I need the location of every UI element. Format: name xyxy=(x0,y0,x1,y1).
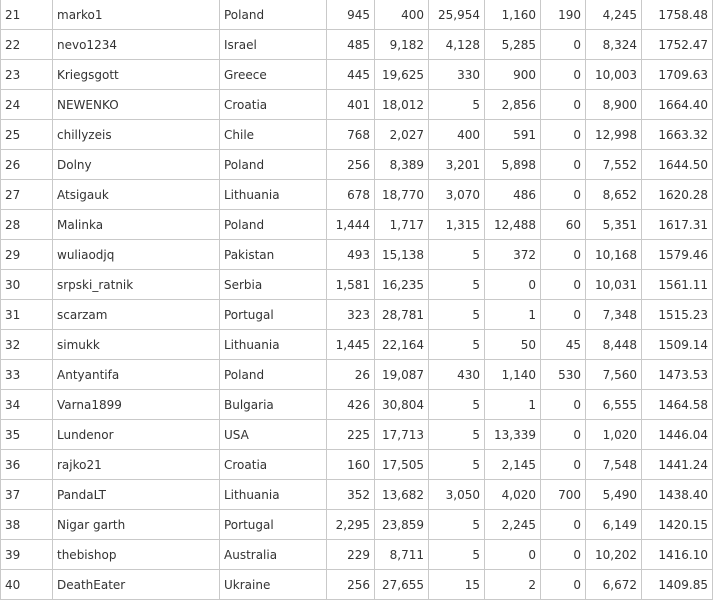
stat-cell-1: 26 xyxy=(327,360,375,390)
rank-cell: 27 xyxy=(1,180,53,210)
score-cell: 1441.24 xyxy=(642,450,713,480)
country-cell: Poland xyxy=(220,150,327,180)
score-cell: 1515.23 xyxy=(642,300,713,330)
stat-cell-5: 0 xyxy=(541,510,586,540)
score-cell: 1464.58 xyxy=(642,390,713,420)
table-row xyxy=(1,240,713,270)
country-cell: Israel xyxy=(220,30,327,60)
stat-cell-3: 25,954 xyxy=(429,0,485,30)
stat-cell-5: 0 xyxy=(541,390,586,420)
stat-cell-2: 17,505 xyxy=(375,450,429,480)
stat-cell-2: 27,655 xyxy=(375,570,429,600)
country-cell: Lithuania xyxy=(220,330,327,360)
stat-cell-1: 1,445 xyxy=(327,330,375,360)
table-row xyxy=(1,450,713,480)
player-name: Dolny xyxy=(53,150,220,180)
stat-cell-6: 8,324 xyxy=(586,30,642,60)
stat-cell-5: 700 xyxy=(541,480,586,510)
stat-cell-1: 160 xyxy=(327,450,375,480)
player-name: Antyantifa xyxy=(53,360,220,390)
stat-cell-1: 426 xyxy=(327,390,375,420)
stat-cell-5: 0 xyxy=(541,120,586,150)
table-row xyxy=(1,420,713,450)
player-name: Atsigauk xyxy=(53,180,220,210)
stat-cell-3: 5 xyxy=(429,420,485,450)
stat-cell-1: 229 xyxy=(327,540,375,570)
stat-cell-6: 8,448 xyxy=(586,330,642,360)
rank-cell: 40 xyxy=(1,570,53,600)
score-cell: 1561.11 xyxy=(642,270,713,300)
table-row xyxy=(1,210,713,240)
stat-cell-3: 5 xyxy=(429,90,485,120)
stat-cell-1: 401 xyxy=(327,90,375,120)
stat-cell-2: 19,087 xyxy=(375,360,429,390)
rank-cell: 36 xyxy=(1,450,53,480)
stat-cell-3: 3,201 xyxy=(429,150,485,180)
stat-cell-5: 530 xyxy=(541,360,586,390)
stat-cell-2: 15,138 xyxy=(375,240,429,270)
country-cell: Poland xyxy=(220,360,327,390)
stat-cell-3: 5 xyxy=(429,330,485,360)
stat-cell-6: 5,490 xyxy=(586,480,642,510)
stat-cell-2: 22,164 xyxy=(375,330,429,360)
stat-cell-3: 4,128 xyxy=(429,30,485,60)
stat-cell-5: 0 xyxy=(541,150,586,180)
stat-cell-2: 8,389 xyxy=(375,150,429,180)
stat-cell-5: 0 xyxy=(541,60,586,90)
stat-cell-5: 0 xyxy=(541,540,586,570)
stat-cell-5: 0 xyxy=(541,270,586,300)
stat-cell-6: 8,900 xyxy=(586,90,642,120)
score-cell: 1758.48 xyxy=(642,0,713,30)
table-row xyxy=(1,300,713,330)
table-row xyxy=(1,120,713,150)
stat-cell-6: 5,351 xyxy=(586,210,642,240)
score-cell: 1663.32 xyxy=(642,120,713,150)
rank-cell: 25 xyxy=(1,120,53,150)
stat-cell-6: 7,348 xyxy=(586,300,642,330)
rank-cell: 37 xyxy=(1,480,53,510)
stat-cell-6: 10,202 xyxy=(586,540,642,570)
stat-cell-3: 5 xyxy=(429,540,485,570)
table-row xyxy=(1,540,713,570)
stat-cell-6: 12,998 xyxy=(586,120,642,150)
player-name: Varna1899 xyxy=(53,390,220,420)
country-cell: Bulgaria xyxy=(220,390,327,420)
stat-cell-1: 256 xyxy=(327,570,375,600)
player-name: Nigar garth xyxy=(53,510,220,540)
player-name: PandaLT xyxy=(53,480,220,510)
stat-cell-4: 4,020 xyxy=(485,480,541,510)
country-cell: Serbia xyxy=(220,270,327,300)
stat-cell-6: 10,003 xyxy=(586,60,642,90)
rank-cell: 23 xyxy=(1,60,53,90)
rank-cell: 30 xyxy=(1,270,53,300)
rank-cell: 39 xyxy=(1,540,53,570)
stat-cell-4: 1 xyxy=(485,390,541,420)
table-row xyxy=(1,480,713,510)
stat-cell-1: 2,295 xyxy=(327,510,375,540)
table-row xyxy=(1,180,713,210)
table-row xyxy=(1,510,713,540)
score-cell: 1752.47 xyxy=(642,30,713,60)
country-cell: Chile xyxy=(220,120,327,150)
stat-cell-4: 1 xyxy=(485,300,541,330)
player-name: rajko21 xyxy=(53,450,220,480)
stat-cell-2: 13,682 xyxy=(375,480,429,510)
stat-cell-4: 372 xyxy=(485,240,541,270)
country-cell: USA xyxy=(220,420,327,450)
player-name: chillyzeis xyxy=(53,120,220,150)
stat-cell-4: 2,856 xyxy=(485,90,541,120)
stat-cell-3: 430 xyxy=(429,360,485,390)
stat-cell-4: 0 xyxy=(485,270,541,300)
stat-cell-5: 0 xyxy=(541,180,586,210)
rank-cell: 24 xyxy=(1,90,53,120)
rank-cell: 26 xyxy=(1,150,53,180)
stat-cell-6: 1,020 xyxy=(586,420,642,450)
stat-cell-4: 2 xyxy=(485,570,541,600)
score-cell: 1409.85 xyxy=(642,570,713,600)
stat-cell-2: 28,781 xyxy=(375,300,429,330)
player-name: thebishop xyxy=(53,540,220,570)
player-name: scarzam xyxy=(53,300,220,330)
stat-cell-4: 50 xyxy=(485,330,541,360)
stat-cell-1: 256 xyxy=(327,150,375,180)
country-cell: Croatia xyxy=(220,450,327,480)
stat-cell-3: 15 xyxy=(429,570,485,600)
stat-cell-5: 0 xyxy=(541,450,586,480)
stat-cell-4: 2,245 xyxy=(485,510,541,540)
table-row xyxy=(1,60,713,90)
stat-cell-4: 486 xyxy=(485,180,541,210)
stat-cell-6: 7,548 xyxy=(586,450,642,480)
score-cell: 1416.10 xyxy=(642,540,713,570)
score-cell: 1644.50 xyxy=(642,150,713,180)
rank-cell: 22 xyxy=(1,30,53,60)
stat-cell-6: 7,560 xyxy=(586,360,642,390)
rank-cell: 28 xyxy=(1,210,53,240)
stat-cell-2: 18,770 xyxy=(375,180,429,210)
stat-cell-4: 5,285 xyxy=(485,30,541,60)
country-cell: Lithuania xyxy=(220,480,327,510)
country-cell: Ukraine xyxy=(220,570,327,600)
table-row xyxy=(1,90,713,120)
player-name: wuliaodjq xyxy=(53,240,220,270)
stat-cell-1: 768 xyxy=(327,120,375,150)
score-cell: 1617.31 xyxy=(642,210,713,240)
ranking-rows xyxy=(1,0,713,600)
player-name: Kriegsgott xyxy=(53,60,220,90)
stat-cell-5: 0 xyxy=(541,570,586,600)
stat-cell-3: 5 xyxy=(429,450,485,480)
stat-cell-3: 3,070 xyxy=(429,180,485,210)
player-name: marko1 xyxy=(53,0,220,30)
stat-cell-4: 2,145 xyxy=(485,450,541,480)
stat-cell-1: 323 xyxy=(327,300,375,330)
stat-cell-2: 2,027 xyxy=(375,120,429,150)
country-cell: Greece xyxy=(220,60,327,90)
stat-cell-5: 0 xyxy=(541,30,586,60)
rank-cell: 29 xyxy=(1,240,53,270)
score-cell: 1709.63 xyxy=(642,60,713,90)
rank-cell: 31 xyxy=(1,300,53,330)
country-cell: Australia xyxy=(220,540,327,570)
rank-cell: 32 xyxy=(1,330,53,360)
score-cell: 1438.40 xyxy=(642,480,713,510)
stat-cell-2: 19,625 xyxy=(375,60,429,90)
score-cell: 1509.14 xyxy=(642,330,713,360)
table-row xyxy=(1,360,713,390)
score-cell: 1620.28 xyxy=(642,180,713,210)
stat-cell-6: 10,168 xyxy=(586,240,642,270)
stat-cell-1: 945 xyxy=(327,0,375,30)
player-name: nevo1234 xyxy=(53,30,220,60)
stat-cell-4: 5,898 xyxy=(485,150,541,180)
country-cell: Poland xyxy=(220,0,327,30)
stat-cell-3: 1,315 xyxy=(429,210,485,240)
stat-cell-6: 7,552 xyxy=(586,150,642,180)
stat-cell-1: 1,581 xyxy=(327,270,375,300)
stat-cell-3: 5 xyxy=(429,510,485,540)
rank-cell: 33 xyxy=(1,360,53,390)
table-row xyxy=(1,330,713,360)
stat-cell-3: 5 xyxy=(429,300,485,330)
stat-cell-4: 12,488 xyxy=(485,210,541,240)
stat-cell-3: 5 xyxy=(429,390,485,420)
table-row xyxy=(1,0,713,30)
stat-cell-6: 8,652 xyxy=(586,180,642,210)
stat-cell-2: 8,711 xyxy=(375,540,429,570)
player-name: Lundenor xyxy=(53,420,220,450)
table-row xyxy=(1,30,713,60)
stat-cell-4: 13,339 xyxy=(485,420,541,450)
stat-cell-3: 330 xyxy=(429,60,485,90)
stat-cell-5: 0 xyxy=(541,420,586,450)
rank-cell: 34 xyxy=(1,390,53,420)
stat-cell-6: 6,149 xyxy=(586,510,642,540)
stat-cell-2: 16,235 xyxy=(375,270,429,300)
stat-cell-3: 3,050 xyxy=(429,480,485,510)
country-cell: Portugal xyxy=(220,300,327,330)
score-cell: 1664.40 xyxy=(642,90,713,120)
country-cell: Portugal xyxy=(220,510,327,540)
player-name: Malinka xyxy=(53,210,220,240)
stat-cell-1: 678 xyxy=(327,180,375,210)
stat-cell-2: 17,713 xyxy=(375,420,429,450)
player-name: simukk xyxy=(53,330,220,360)
stat-cell-5: 45 xyxy=(541,330,586,360)
stat-cell-4: 1,140 xyxy=(485,360,541,390)
stat-cell-6: 4,245 xyxy=(586,0,642,30)
stat-cell-2: 23,859 xyxy=(375,510,429,540)
stat-cell-5: 60 xyxy=(541,210,586,240)
country-cell: Croatia xyxy=(220,90,327,120)
stat-cell-4: 1,160 xyxy=(485,0,541,30)
stat-cell-6: 6,672 xyxy=(586,570,642,600)
rank-cell: 21 xyxy=(1,0,53,30)
score-cell: 1473.53 xyxy=(642,360,713,390)
stat-cell-5: 190 xyxy=(541,0,586,30)
stat-cell-4: 0 xyxy=(485,540,541,570)
stat-cell-5: 0 xyxy=(541,300,586,330)
stat-cell-5: 0 xyxy=(541,240,586,270)
player-name: NEWENKO xyxy=(53,90,220,120)
country-cell: Poland xyxy=(220,210,327,240)
stat-cell-1: 485 xyxy=(327,30,375,60)
stat-cell-6: 10,031 xyxy=(586,270,642,300)
stat-cell-2: 1,717 xyxy=(375,210,429,240)
stat-cell-6: 6,555 xyxy=(586,390,642,420)
stat-cell-5: 0 xyxy=(541,90,586,120)
country-cell: Pakistan xyxy=(220,240,327,270)
stat-cell-1: 352 xyxy=(327,480,375,510)
stat-cell-2: 30,804 xyxy=(375,390,429,420)
table-row xyxy=(1,390,713,420)
table-row xyxy=(1,570,713,600)
stat-cell-2: 9,182 xyxy=(375,30,429,60)
stat-cell-1: 1,444 xyxy=(327,210,375,240)
stat-cell-2: 18,012 xyxy=(375,90,429,120)
rank-cell: 38 xyxy=(1,510,53,540)
rank-cell: 35 xyxy=(1,420,53,450)
stat-cell-2: 400 xyxy=(375,0,429,30)
player-name: srpski_ratnik xyxy=(53,270,220,300)
stat-cell-3: 5 xyxy=(429,270,485,300)
stat-cell-1: 493 xyxy=(327,240,375,270)
score-cell: 1579.46 xyxy=(642,240,713,270)
score-cell: 1446.04 xyxy=(642,420,713,450)
stat-cell-1: 445 xyxy=(327,60,375,90)
stat-cell-3: 400 xyxy=(429,120,485,150)
stat-cell-1: 225 xyxy=(327,420,375,450)
stat-cell-4: 900 xyxy=(485,60,541,90)
country-cell: Lithuania xyxy=(220,180,327,210)
player-name: DeathEater xyxy=(53,570,220,600)
table-row xyxy=(1,150,713,180)
score-cell: 1420.15 xyxy=(642,510,713,540)
table-row xyxy=(1,270,713,300)
stat-cell-3: 5 xyxy=(429,240,485,270)
stat-cell-4: 591 xyxy=(485,120,541,150)
